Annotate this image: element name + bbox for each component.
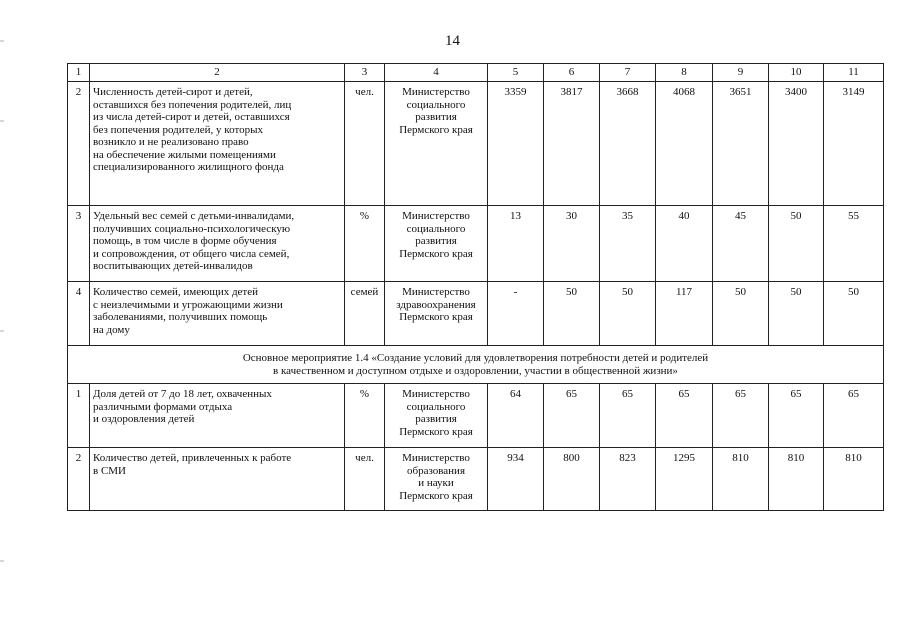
value-cell: 50 xyxy=(713,282,769,346)
table-row xyxy=(68,82,884,206)
column-header: 5 xyxy=(488,64,544,82)
value-cell: 65 xyxy=(544,384,600,448)
value-cell: 50 xyxy=(824,282,884,346)
indicator-name: Удельный вес семей с детьми-инвалидами, получивших социально-психологическую помощь, в том числе в форме обучения и сопровождения, от общего числа семей, воспитывающих детей-инвалидов xyxy=(90,206,345,282)
value-cell: 64 xyxy=(488,384,544,448)
column-header: 4 xyxy=(385,64,488,82)
table-row xyxy=(68,282,884,346)
scan-edge-mark xyxy=(0,560,4,562)
table-row xyxy=(68,384,884,448)
value-cell: 3149 xyxy=(824,82,884,206)
section-title: Основное мероприятие 1.4 «Создание условий для удовлетворения потребности детей и родителей в качественном и доступном отдыхе и оздоровлении, участии в общественной жизни» xyxy=(68,346,884,384)
column-header: 1 xyxy=(68,64,90,82)
indicator-name: Количество детей, привлеченных к работе в СМИ xyxy=(90,448,345,511)
column-header: 2 xyxy=(90,64,345,82)
unit-cell: % xyxy=(345,384,385,448)
value-cell: 50 xyxy=(769,206,824,282)
value-cell: - xyxy=(488,282,544,346)
column-header: 7 xyxy=(600,64,656,82)
table-row xyxy=(68,448,884,511)
value-cell: 65 xyxy=(656,384,713,448)
value-cell: 3651 xyxy=(713,82,769,206)
indicators-table xyxy=(67,63,884,511)
indicator-name: Доля детей от 7 до 18 лет, охваченных различными формами отдыха и оздоровления детей xyxy=(90,384,345,448)
value-cell: 810 xyxy=(713,448,769,511)
table-row xyxy=(68,206,884,282)
value-cell: 810 xyxy=(824,448,884,511)
unit-cell: чел. xyxy=(345,82,385,206)
value-cell: 40 xyxy=(656,206,713,282)
value-cell: 823 xyxy=(600,448,656,511)
value-cell: 65 xyxy=(600,384,656,448)
value-cell: 3668 xyxy=(600,82,656,206)
value-cell: 45 xyxy=(713,206,769,282)
row-number: 4 xyxy=(68,282,90,346)
value-cell: 50 xyxy=(544,282,600,346)
column-header: 9 xyxy=(713,64,769,82)
unit-cell: семей xyxy=(345,282,385,346)
column-header: 8 xyxy=(656,64,713,82)
ministry-cell: Министерство социального развития Пермского края xyxy=(385,206,488,282)
column-header: 6 xyxy=(544,64,600,82)
ministry-cell: Министерство образования и науки Пермского края xyxy=(385,448,488,511)
value-cell: 4068 xyxy=(656,82,713,206)
unit-cell: % xyxy=(345,206,385,282)
value-cell: 934 xyxy=(488,448,544,511)
value-cell: 65 xyxy=(824,384,884,448)
column-header: 10 xyxy=(769,64,824,82)
value-cell: 3817 xyxy=(544,82,600,206)
row-number: 2 xyxy=(68,82,90,206)
value-cell: 3400 xyxy=(769,82,824,206)
indicator-name: Численность детей-сирот и детей, оставшихся без попечения родителей, лиц из числа детей-сирот и детей, оставшихся без попечения родителей, у которых возникло и не реализовано право на обеспечение жилыми помещениями специализированного жилищного фонда xyxy=(90,82,345,206)
row-number: 1 xyxy=(68,384,90,448)
value-cell: 117 xyxy=(656,282,713,346)
unit-cell: чел. xyxy=(345,448,385,511)
ministry-cell: Министерство здравоохранения Пермского края xyxy=(385,282,488,346)
indicator-name: Количество семей, имеющих детей с неизлечимыми и угрожающими жизни заболеваниями, получивших помощь на дому xyxy=(90,282,345,346)
value-cell: 50 xyxy=(769,282,824,346)
scan-edge-mark xyxy=(0,120,4,122)
value-cell: 800 xyxy=(544,448,600,511)
value-cell: 3359 xyxy=(488,82,544,206)
value-cell: 810 xyxy=(769,448,824,511)
value-cell: 55 xyxy=(824,206,884,282)
section-header-row xyxy=(68,346,884,384)
value-cell: 30 xyxy=(544,206,600,282)
row-number: 3 xyxy=(68,206,90,282)
scan-edge-mark xyxy=(0,330,4,332)
column-header: 3 xyxy=(345,64,385,82)
column-header: 11 xyxy=(824,64,884,82)
column-number-row xyxy=(68,64,884,82)
value-cell: 65 xyxy=(713,384,769,448)
ministry-cell: Министерство социального развития Пермского края xyxy=(385,384,488,448)
value-cell: 50 xyxy=(600,282,656,346)
page-number: 14 xyxy=(445,33,460,49)
row-number: 2 xyxy=(68,448,90,511)
value-cell: 35 xyxy=(600,206,656,282)
value-cell: 13 xyxy=(488,206,544,282)
ministry-cell: Министерство социального развития Пермского края xyxy=(385,82,488,206)
value-cell: 65 xyxy=(769,384,824,448)
value-cell: 1295 xyxy=(656,448,713,511)
